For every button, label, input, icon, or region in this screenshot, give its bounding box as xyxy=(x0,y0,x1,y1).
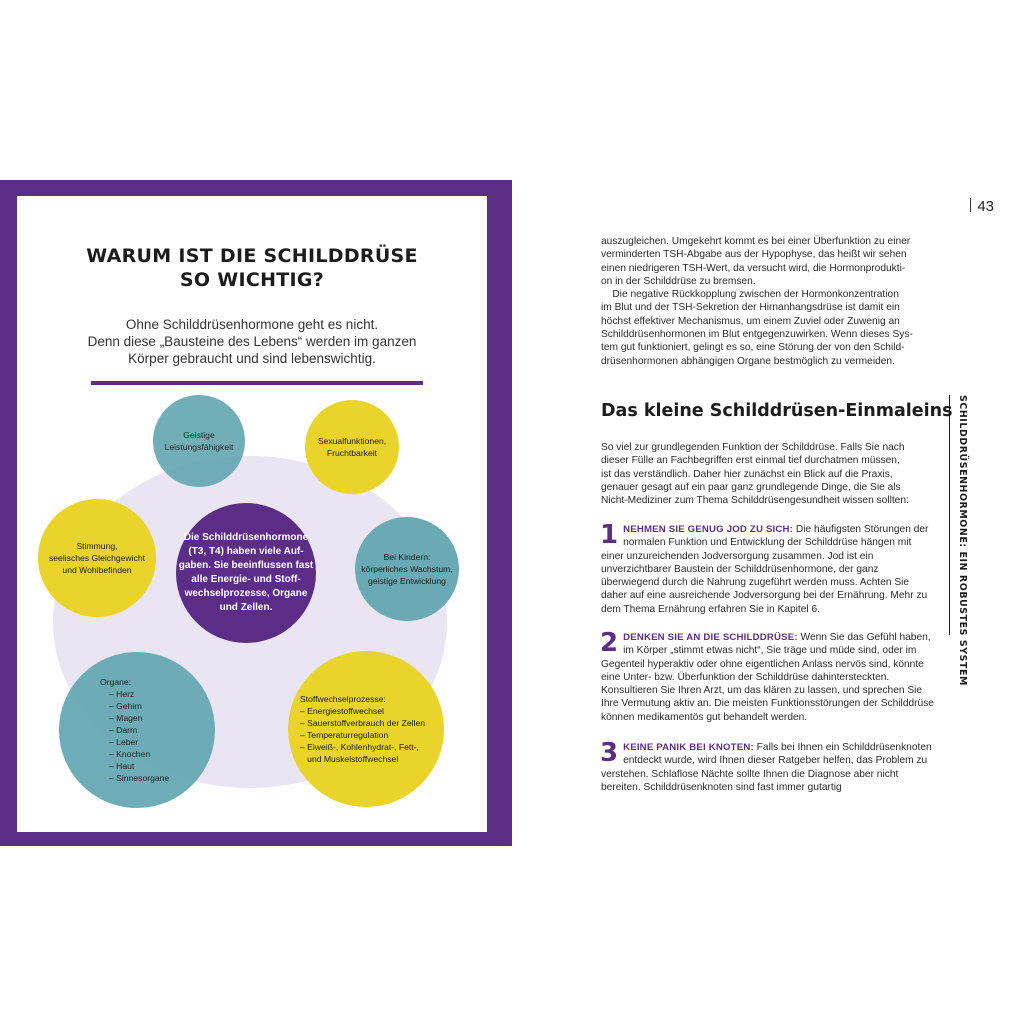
bubble-text: seelisches Gleichgewicht xyxy=(48,553,145,563)
running-side-label: SCHILDDRÜSENHORMONE: EIN ROBUSTES SYSTEM xyxy=(949,395,968,635)
tip-item-3 xyxy=(600,738,935,794)
tip-text: Wenn Sie das Gefühl haben, im Körper „stimmt etwas nicht“, Sie träge und müde sind, oder im Gegenteil hyperaktiv oder ohne eigentlichen Anlass nervös sind, könnte eine Unter- bzw. Überfunktion der Schilddrüse dahintersteckten. Konsultieren Sie Ihren Arzt, um das klären zu lassen, und sprechen Sie Ihre Vermutung aktiv an. Die meisten Funktionsstörungen der Schilddrüse können medikamentös gut behandelt werden. xyxy=(601,632,934,723)
bubble-text: Stimmung, xyxy=(76,541,118,551)
text-line: tem gut funktioniert, gelingt es so, eine Störung der von den Schild- xyxy=(601,342,905,354)
center-text: alle Energie- und Stoff- xyxy=(191,574,301,585)
center-bubble-hormone xyxy=(176,503,316,643)
stoffwechsel-heading: Stoffwechselprozesse: xyxy=(300,694,386,704)
text-line: höchst effektiver Mechanismus, um einem Zuviel oder Zuwenig an xyxy=(601,315,900,327)
bubble-organe xyxy=(59,652,215,808)
text-line: verminderten TSH-Abgabe aus der Hypophyse, das heißt wir sehen xyxy=(601,249,907,261)
list-item: – Sauerstoffverbrauch der Zellen xyxy=(300,718,425,728)
page-number xyxy=(970,198,994,215)
list-item: – Magen xyxy=(109,713,143,723)
paragraph-1 xyxy=(601,235,935,368)
bubble-kinder xyxy=(355,517,459,621)
text-line: ist das verständlich. Daher hier zunächst ein Blick auf die Praxis, xyxy=(601,468,893,480)
right-page xyxy=(512,180,1024,846)
tip-text: Falls bei Ihnen ein Schilddrüsenknoten entdeckt wurde, wird Ihnen dieser Ratgeber helfen, das Problem zu verstehen. Schlaflose Nächte sollte Ihnen die Diagnose aber nicht bereiten. Schilddrüsenknoten sind fast immer gutartig xyxy=(601,742,932,793)
list-item: – Sinnesorgane xyxy=(109,773,170,783)
tip-lead: DENKEN SIE AN DIE SCHILDDRÜSE: xyxy=(623,632,798,643)
stoffwechsel-list xyxy=(300,705,425,765)
list-item: – Temperaturregulation xyxy=(300,730,389,740)
text-line: dieser Fülle an Fachbegriffen erst einmal tief durchatmen müssen, xyxy=(601,455,900,467)
section-heading: Das kleine Schilddrüsen-Einmaleins xyxy=(601,401,953,421)
organe-list xyxy=(100,688,169,784)
intro-line: Ohne Schilddrüsenhormone geht es nicht. xyxy=(125,317,379,332)
center-text: und Zellen. xyxy=(219,602,273,613)
bubble-text: Fruchtbarkeit xyxy=(326,448,378,458)
page-number-value: 43 xyxy=(977,198,994,215)
list-item: – Leber xyxy=(109,737,139,747)
text-line: genauer gesagt auf ein paar ganz grundlegende Dinge, die Sie als xyxy=(601,481,901,493)
bubble-text: Geistige xyxy=(183,430,215,440)
infographic-title xyxy=(17,244,487,292)
book-spread xyxy=(0,180,1024,846)
list-item: und Muskelstoffwechsel xyxy=(300,754,399,764)
list-item: – Herz xyxy=(109,689,135,699)
intro-line: Körper gebraucht und sind lebenswichtig. xyxy=(128,351,376,366)
text-line: Nicht-Mediziner zum Thema Schilddrüsengesundheit wissen sollten: xyxy=(601,495,909,507)
bubble-text: und Wohlbefinden xyxy=(62,565,132,575)
tip-number: 2 xyxy=(600,628,619,658)
list-item: – Eiweiß-, Kohlenhydrat-, Fett-, xyxy=(300,742,419,752)
tip-text: Die häufigsten Störungen der normalen Funktion und Entwicklung der Schilddrüse hängen mit einer unzureichenden Jodversorgung zusammen. Jod ist ein unverzichtbarer Baustein der Schilddrüsenhormone, der ganz überwiegend durch die Nahrung zugeführt werden muss. Achten Sie daher auf eine ausreichende Jodversorgung bei der Ernährung. Mehr zu dem Thema Ernährung erfahren Sie in Kapitel 6. xyxy=(601,524,929,615)
bubble-sexualfunktionen xyxy=(305,400,399,494)
bubble-text: Leistungsfähigkeit xyxy=(164,442,234,452)
left-page xyxy=(0,180,512,846)
paragraph-2 xyxy=(601,441,935,507)
center-text: Die Schilddrüsenhormone xyxy=(183,532,309,543)
intro-text xyxy=(57,316,447,367)
text-line: im Blut und der TSH-Sekretion der Hirnanhangsdrüse ist damit ein xyxy=(601,302,900,314)
text-line: on in der Schilddrüse zu bremsen. xyxy=(601,275,756,287)
tip-lead: KEINE PANIK BEI KNOTEN: xyxy=(623,742,754,753)
text-line: So viel zur grundlegenden Funktion der Schilddrüse. Falls Sie nach xyxy=(601,442,905,453)
tip-item-2 xyxy=(600,628,935,724)
text-line: Schilddrüsenhormonen im Blut entgegenzuwirken. Wenn dieses Sys- xyxy=(601,329,913,341)
text-line: auszugleichen. Umgekehrt kommt es bei einer Überfunktion zu einer xyxy=(601,236,911,247)
divider-rule xyxy=(91,381,423,385)
title-line-1: WARUM IST DIE SCHILDDRÜSE xyxy=(86,245,418,267)
bubble-text: Bei Kindern: xyxy=(383,552,431,562)
list-item: – Energiestoffwechsel xyxy=(300,706,384,716)
infographic-panel xyxy=(17,196,487,832)
bubble-stimmung xyxy=(38,499,156,617)
page-number-bar xyxy=(970,198,971,212)
text-line: einen niedrigeren TSH-Wert, da versucht wird, die Hormonprodukti- xyxy=(601,262,906,274)
title-line-2: SO WICHTIG? xyxy=(179,269,325,291)
tip-item-1 xyxy=(600,520,935,616)
bubble-text: Sexualfunktionen, xyxy=(317,436,387,446)
bubble-text: körperliches Wachstum, xyxy=(361,564,453,574)
center-text: (T3, T4) haben viele Auf- xyxy=(188,546,304,557)
text-line: Die negative Rückkopplung zwischen der Hormonkonzentration xyxy=(601,289,899,301)
list-item: – Knochen xyxy=(109,749,151,759)
intro-line: Denn diese „Bausteine des Lebens“ werden im ganzen xyxy=(87,334,417,349)
center-text: gaben. Sie beeinflussen fast xyxy=(178,560,314,571)
tip-number: 1 xyxy=(600,520,619,550)
tip-lead: NEHMEN SIE GENUG JOD ZU SICH: xyxy=(623,524,794,535)
bubble-text: geistige Entwicklung xyxy=(368,576,446,586)
tip-number: 3 xyxy=(600,738,619,768)
list-item: – Haut xyxy=(109,761,135,771)
center-text: wechselprozesse, Organe xyxy=(184,588,308,599)
organe-heading: Organe: xyxy=(100,677,132,687)
list-item: – Gehirn xyxy=(109,701,142,711)
list-item: – Darm xyxy=(109,725,138,735)
bubble-geistige-leistung xyxy=(153,395,245,487)
text-line: drüsenhormonen abhängigen Organe bestmöglich zu vermeiden. xyxy=(601,355,895,367)
bubble-stoffwechsel xyxy=(288,651,444,807)
